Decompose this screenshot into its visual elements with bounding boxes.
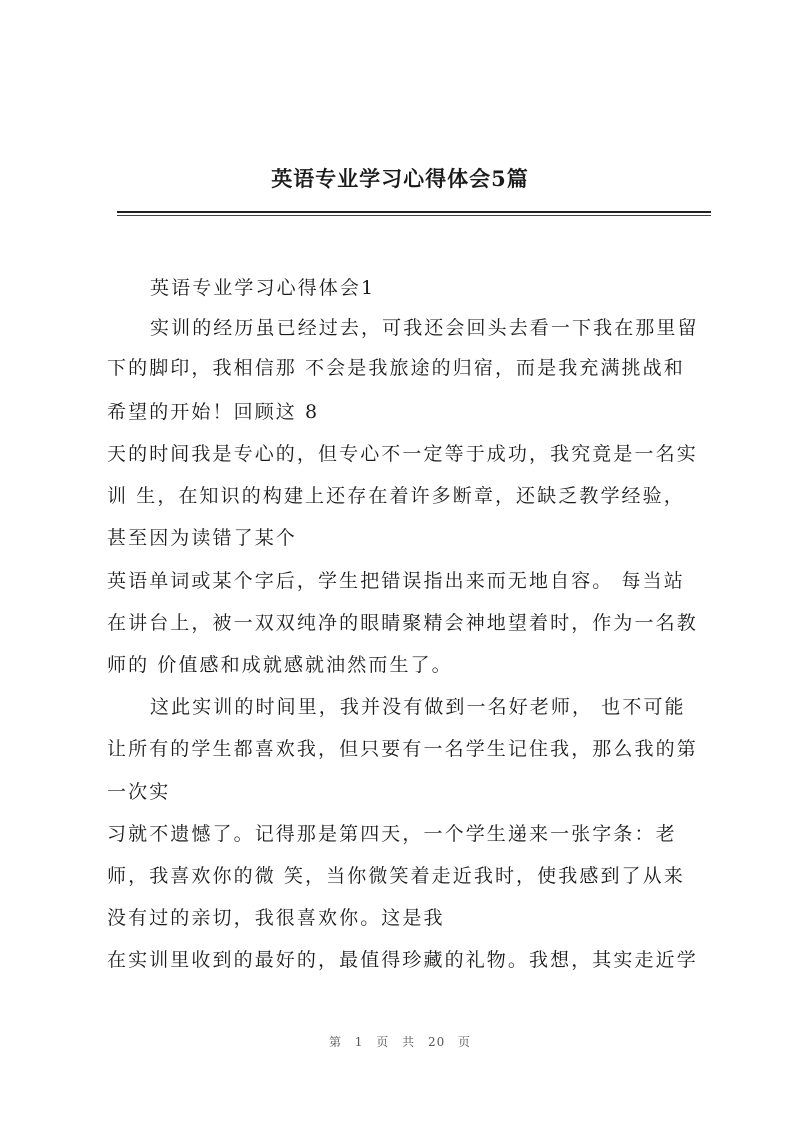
- text-line: 一次实: [107, 781, 171, 803]
- text-line: 在实训里收到的最好的，最值得珍藏的礼物。我想，其实走近学: [107, 949, 698, 971]
- text-line: 这此实训的时间里，我并没有做到一名好老师， 也不可能: [150, 696, 686, 718]
- text-line: 实训的经历虽已经过去，可我还会回头去看一下我在那里留: [150, 317, 699, 339]
- text-line: 在讲台上，被一双双纯净的眼睛聚精会神地望着时，作为一名教: [107, 612, 698, 634]
- footer-total-suffix: 页: [458, 1035, 472, 1049]
- text-line: 训 生，在知识的构建上还存在着许多断章，还缺乏教学经验，: [107, 485, 685, 507]
- text-line: 习就不遗憾了。记得那是第四天，一个学生递来一张字条：老: [107, 823, 677, 845]
- text-line: 英语单词或某个字后，学生把错误指出来而无地自容。 每当站: [107, 570, 685, 592]
- text-line: 甚至因为读错了某个: [107, 527, 297, 549]
- footer-total-label: 共: [402, 1035, 416, 1049]
- text-line: 师，我喜欢你的微 笑，当你微笑着走近我时，使我感到了从来: [107, 865, 685, 887]
- text-line: 希望的开始！回顾这 8: [107, 401, 320, 423]
- text-line: 让所有的学生都喜欢我，但只要有一名学生记住我，那么我的第: [107, 738, 698, 760]
- footer-page-suffix: 页: [376, 1035, 390, 1049]
- text-line: 下的脚印，我相信那 不会是我旅途的归宿，而是我充满挑战和: [107, 357, 685, 379]
- text-line: 天的时间我是专心的，但专心不一定等于成功，我究竟是一名实: [107, 443, 698, 465]
- text-line: 师的 价值感和成就感就油然而生了。: [107, 654, 453, 676]
- footer-page-number: 1: [354, 1035, 364, 1049]
- footer-total-pages: 20: [427, 1035, 446, 1049]
- text-line: 没有过的亲切，我很喜欢你。这是我: [107, 907, 445, 929]
- title-rule-thin: [117, 215, 711, 216]
- title-rule: [117, 211, 711, 213]
- page-footer: [0, 1033, 800, 1050]
- document-title: 英语专业学习心得体会5篇: [271, 166, 529, 191]
- section-heading: 英语专业学习心得体会1: [150, 277, 376, 299]
- footer-page-label: 第: [328, 1035, 342, 1049]
